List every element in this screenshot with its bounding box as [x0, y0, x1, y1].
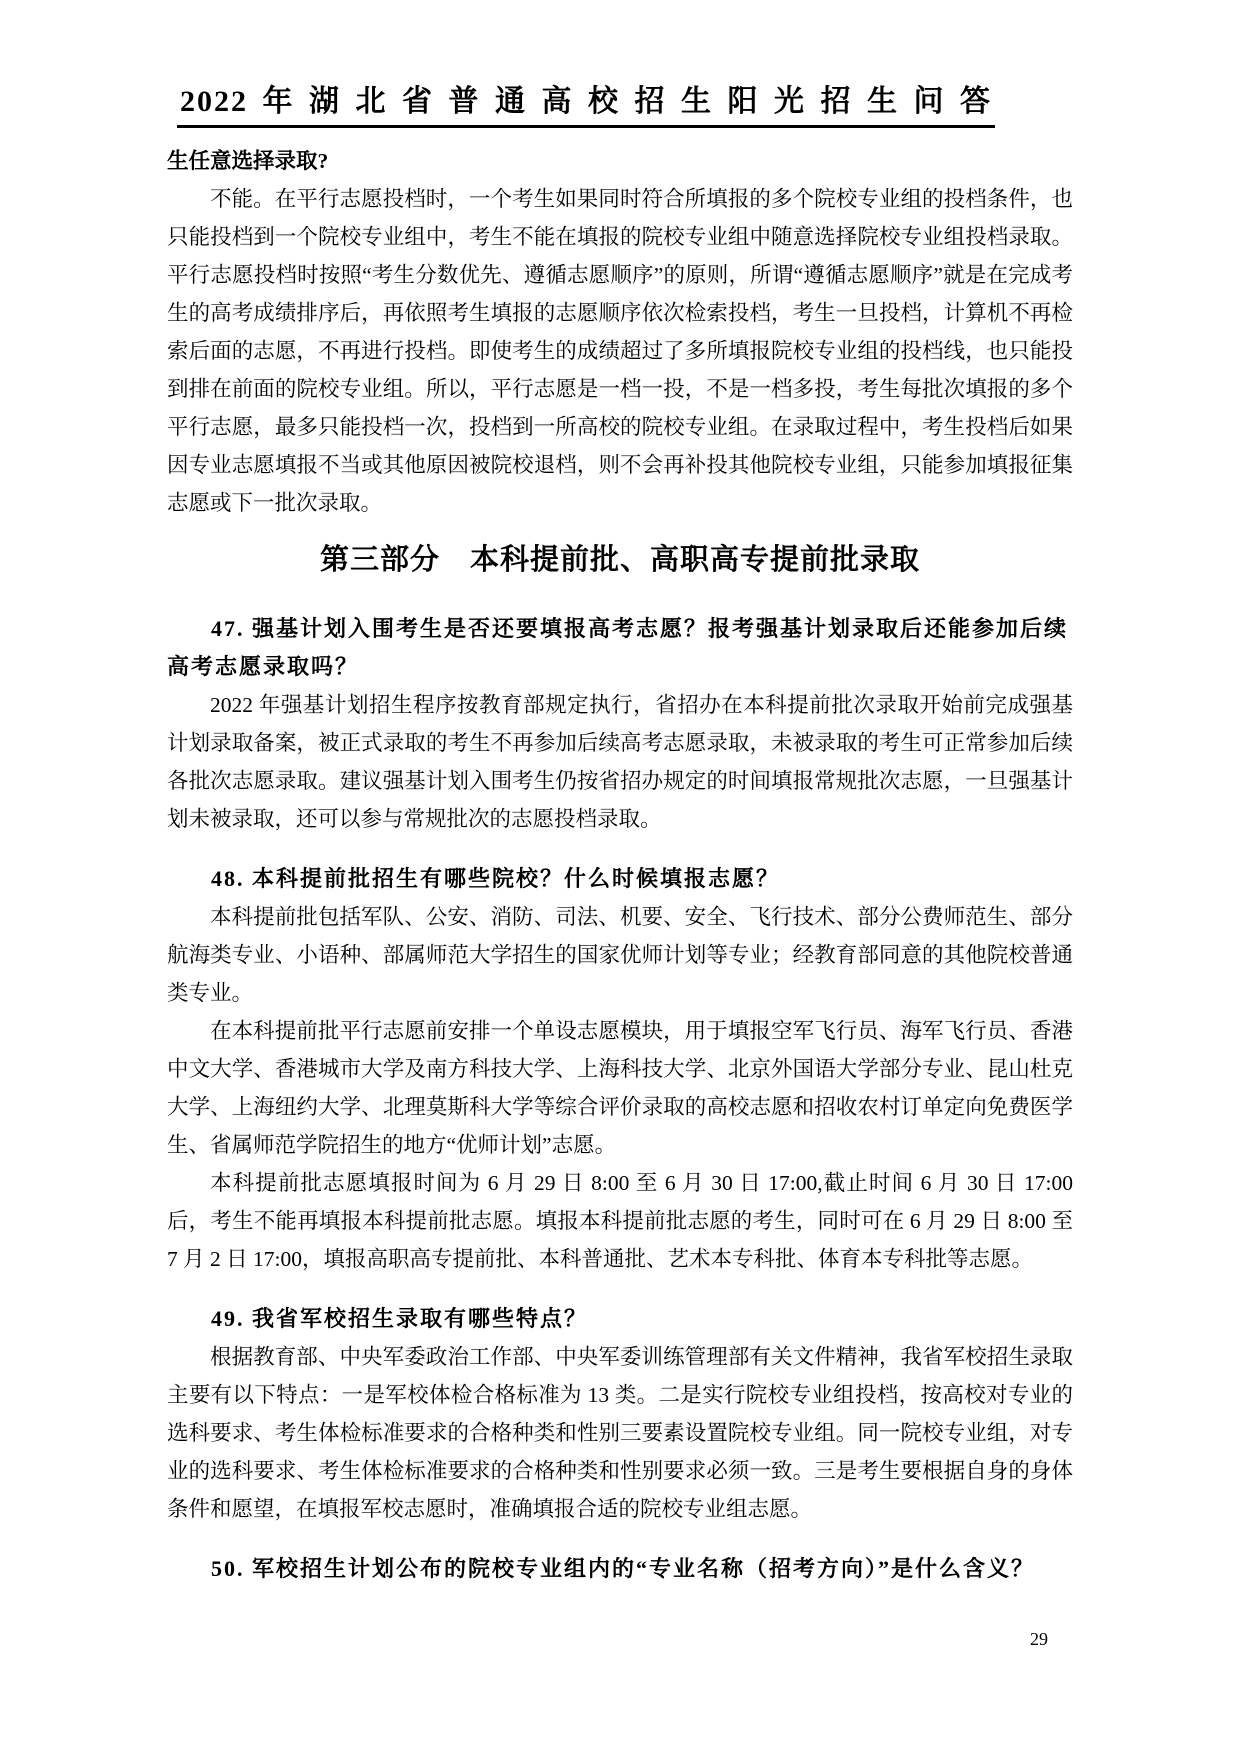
answer-49: 根据教育部、中央军委政治工作部、中央军委训练管理部有关文件精神，我省军校招生录取主要有以下特点：一是军校体检合格标准为 13 类。二是实行院校专业组投档，按高校对专业的选科要求、考生体检标准要求的合格种类和性别三要素设置院校专业组。同一院校专业组，对专业的选科要求、考生体检标准要求的合格种类和性别要求必须一致。三是考生要根据自身的身体条件和愿望，在填报军校志愿时，准确填报合适的院校专业组志愿。	[167, 1345, 1073, 1521]
document-title: 2022 年 湖 北 省 普 通 高 校 招 生 阳 光 招 生 问 答	[177, 84, 995, 128]
question-47-heading: 47. 强基计划入围考生是否还要填报高考志愿？报考强基计划录取后还能参加后续高考志愿录取吗？	[167, 616, 1069, 679]
document-content	[167, 84, 1073, 1588]
answer-48-paragraph-1: 本科提前批包括军队、公安、消防、司法、机要、安全、飞行技术、部分公费师范生、部分航海类专业、小语种、部属师范大学招生的国家优师计划等专业；经教育部同意的其他院校普通类专业。	[167, 905, 1073, 1005]
page-number: 29	[1030, 1629, 1048, 1649]
question-50-heading: 50. 军校招生计划公布的院校专业组内的“专业名称（招考方向）”是什么含义？	[211, 1556, 1036, 1581]
answer-47: 2022 年强基计划招生程序按教育部规定执行，省招办在本科提前批次录取开始前完成强基计划录取备案，被正式录取的考生不再参加后续高考志愿录取，未被录取的考生可正常参加后续各批次志愿录取。建议强基计划入围考生仍按省招办规定的时间填报常规批次志愿，一旦强基计划未被录取，还可以参与常规批次的志愿投档录取。	[167, 693, 1073, 831]
answer-48-paragraph-3: 本科提前批志愿填报时间为 6 月 29 日 8:00 至 6 月 30 日 17:00,截止时间 6 月 30 日 17:00 后，考生不能再填报本科提前批志愿。填报本科提前批志愿的考生，同时可在 6 月 29 日 8:00 至 7 月 2 日 17:00，填报高职高专提前批、本科普通批、艺术本专科批、体育本专科批等志愿。	[167, 1171, 1073, 1271]
document-header	[167, 84, 1073, 128]
answer-46: 不能。在平行志愿投档时，一个考生如果同时符合所填报的多个院校专业组的投档条件，也只能投档到一个院校专业组中，考生不能在填报的院校专业组中随意选择院校专业组投档录取。平行志愿投档时按照“考生分数优先、遵循志愿顺序”的原则，所谓“遵循志愿顺序”就是在完成考生的高考成绩排序后，再依照考生填报的志愿顺序依次检索投档，考生一旦投档，计算机不再检索后面的志愿，不再进行投档。即使考生的成绩超过了多所填报院校专业组的投档线，也只能投到排在前面的院校专业组。所以，平行志愿是一档一投，不是一档多投，考生每批次填报的多个平行志愿，最多只能投档一次，投档到一所高校的院校专业组。在录取过程中，考生投档后如果因专业志愿填报不当或其他原因被院校退档，则不会再补投其他院校专业组，只能参加填报征集志愿或下一批次录取。	[167, 187, 1073, 515]
question-49-heading: 49. 我省军校招生录取有哪些特点？	[211, 1306, 589, 1331]
section-heading-part3: 第三部分 本科提前批、高职高专提前批录取	[319, 544, 920, 576]
answer-48-paragraph-2: 在本科提前批平行志愿前安排一个单设志愿模块，用于填报空军飞行员、海军飞行员、香港中文大学、香港城市大学及南方科技大学、上海科技大学、北京外国语大学部分专业、昆山杜克大学、上海纽约大学、北理莫斯科大学等综合评价录取的高校志愿和招收农村订单定向免费医学生、省属师范学院招生的地方“优师计划”志愿。	[167, 1019, 1073, 1157]
question-46-heading-continuation: 生任意选择录取?	[167, 149, 329, 173]
question-48-heading: 48. 本科提前批招生有哪些院校？什么时候填报志愿？	[211, 866, 781, 891]
